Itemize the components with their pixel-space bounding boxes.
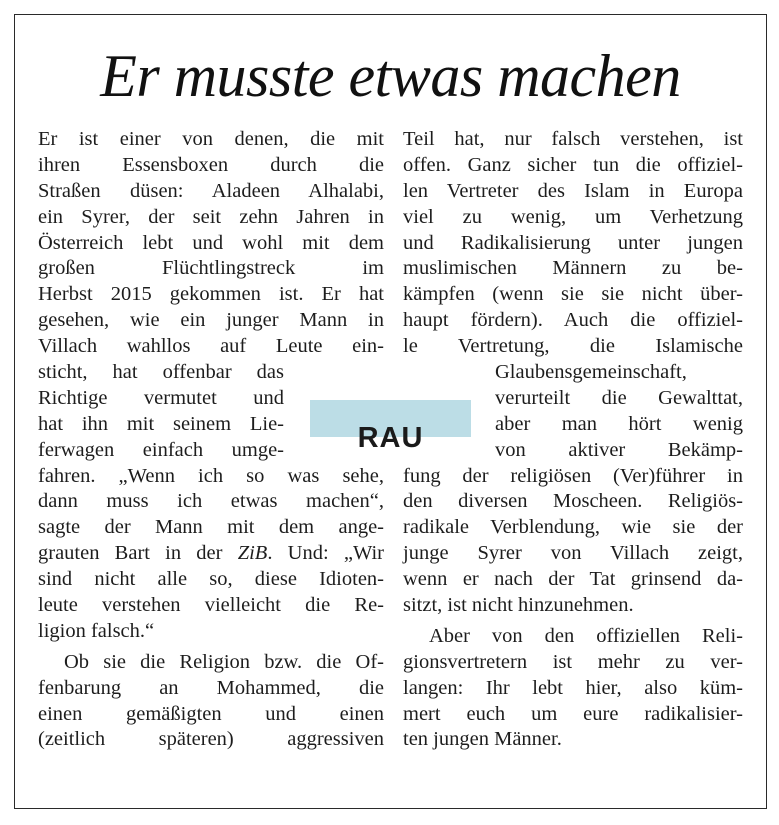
text-line: sitzt, ist nicht hinzunehmen. <box>403 594 634 617</box>
text-line: sticht, hat offenbar das <box>38 361 284 384</box>
text-line: gesehen, wie ein junger Mann in <box>38 309 384 332</box>
text-line: fahren. „Wenn ich so was sehe, <box>38 464 384 487</box>
text-line: von aktiver Bekämp- <box>495 438 743 461</box>
text-line: Villach wahllos auf Leute ein- <box>38 335 384 358</box>
text-line: einen gemäßigten und einen <box>38 702 384 725</box>
text-line: großen Flüchtlingstreck im <box>38 257 384 280</box>
text-line: Er ist einer von denen, die mit <box>38 128 384 150</box>
text-line: muslimischen Männern zu be- <box>403 257 743 280</box>
text-line: radikale Verblendung, wie sie der <box>403 516 743 539</box>
text-line: kämpfen (wenn sie sie nicht über- <box>403 283 743 306</box>
text-line: mert euch um eure radikalisier- <box>403 702 743 725</box>
text-line: le Vertretung, die Islamische <box>403 335 743 358</box>
text-line: fenbarung an Mohammed, die <box>38 676 384 699</box>
text-line: Herbst 2015 gekommen ist. Er hat <box>38 283 384 306</box>
text-line: Richtige vermutet und <box>38 386 284 409</box>
text-line: Straßen düsen: Aladeen Alhalabi, <box>38 179 384 202</box>
text-line: langen: Ihr lebt hier, also küm- <box>403 676 743 699</box>
text-line: len Vertreter des Islam in Europa <box>403 179 743 202</box>
author-label: RAU <box>357 422 424 454</box>
text-line: Aber von den offiziellen Reli- <box>429 624 743 647</box>
text-line: Ob sie die Religion bzw. die Of- <box>64 650 384 673</box>
text-line: ligion falsch.“ <box>38 619 155 642</box>
text-line: sagte der Mann mit dem ange- <box>38 516 384 539</box>
text-line: Teil hat, nur falsch verstehen, ist <box>403 128 743 150</box>
text-line: ferwagen einfach umge- <box>38 438 284 461</box>
text-line: haupt fördern). Auch die offiziel- <box>403 309 743 332</box>
text-line: wenn er nach der Tat grinsend da- <box>403 568 743 591</box>
text-line: Glaubensgemeinschaft, <box>495 361 687 384</box>
text-line: aber man hört wenig <box>495 412 743 435</box>
text-line: offen. Ganz sicher tun die offiziel- <box>403 153 743 176</box>
text-line: den diversen Moscheen. Religiös- <box>403 490 743 513</box>
text-line: verurteilt die Gewalttat, <box>495 386 743 409</box>
text-line: ten jungen Männer. <box>403 728 562 751</box>
text-line: sind nicht alle so, diese Idioten- <box>38 568 384 591</box>
text-line: gionsvertretern ist mehr zu ver- <box>403 650 743 673</box>
text-line: hat ihn mit seinem Lie- <box>38 412 284 435</box>
text-line: und Radikalisierung unter jungen <box>403 231 743 254</box>
text-line: ihren Essensboxen durch die <box>38 153 384 176</box>
text-line: junge Syrer von Villach zeigt, <box>403 542 743 565</box>
text-line: leute verstehen vielleicht die Re- <box>38 594 384 617</box>
text-line: fung der religiösen (Ver)führer in <box>403 464 743 487</box>
text-line: (zeitlich späteren) aggressiven <box>38 728 384 751</box>
text-line: viel zu wenig, um Verhetzung <box>403 205 743 228</box>
text-line: dann muss ich etwas machen“, <box>38 490 384 513</box>
text-line: ein Syrer, der seit zehn Jahren in <box>38 205 384 228</box>
article-headline: Er musste etwas machen <box>100 43 681 109</box>
text-line: Österreich lebt und wohl mit dem <box>38 231 384 254</box>
text-line: grauten Bart in der ZiB. Und: „Wir <box>38 542 385 565</box>
